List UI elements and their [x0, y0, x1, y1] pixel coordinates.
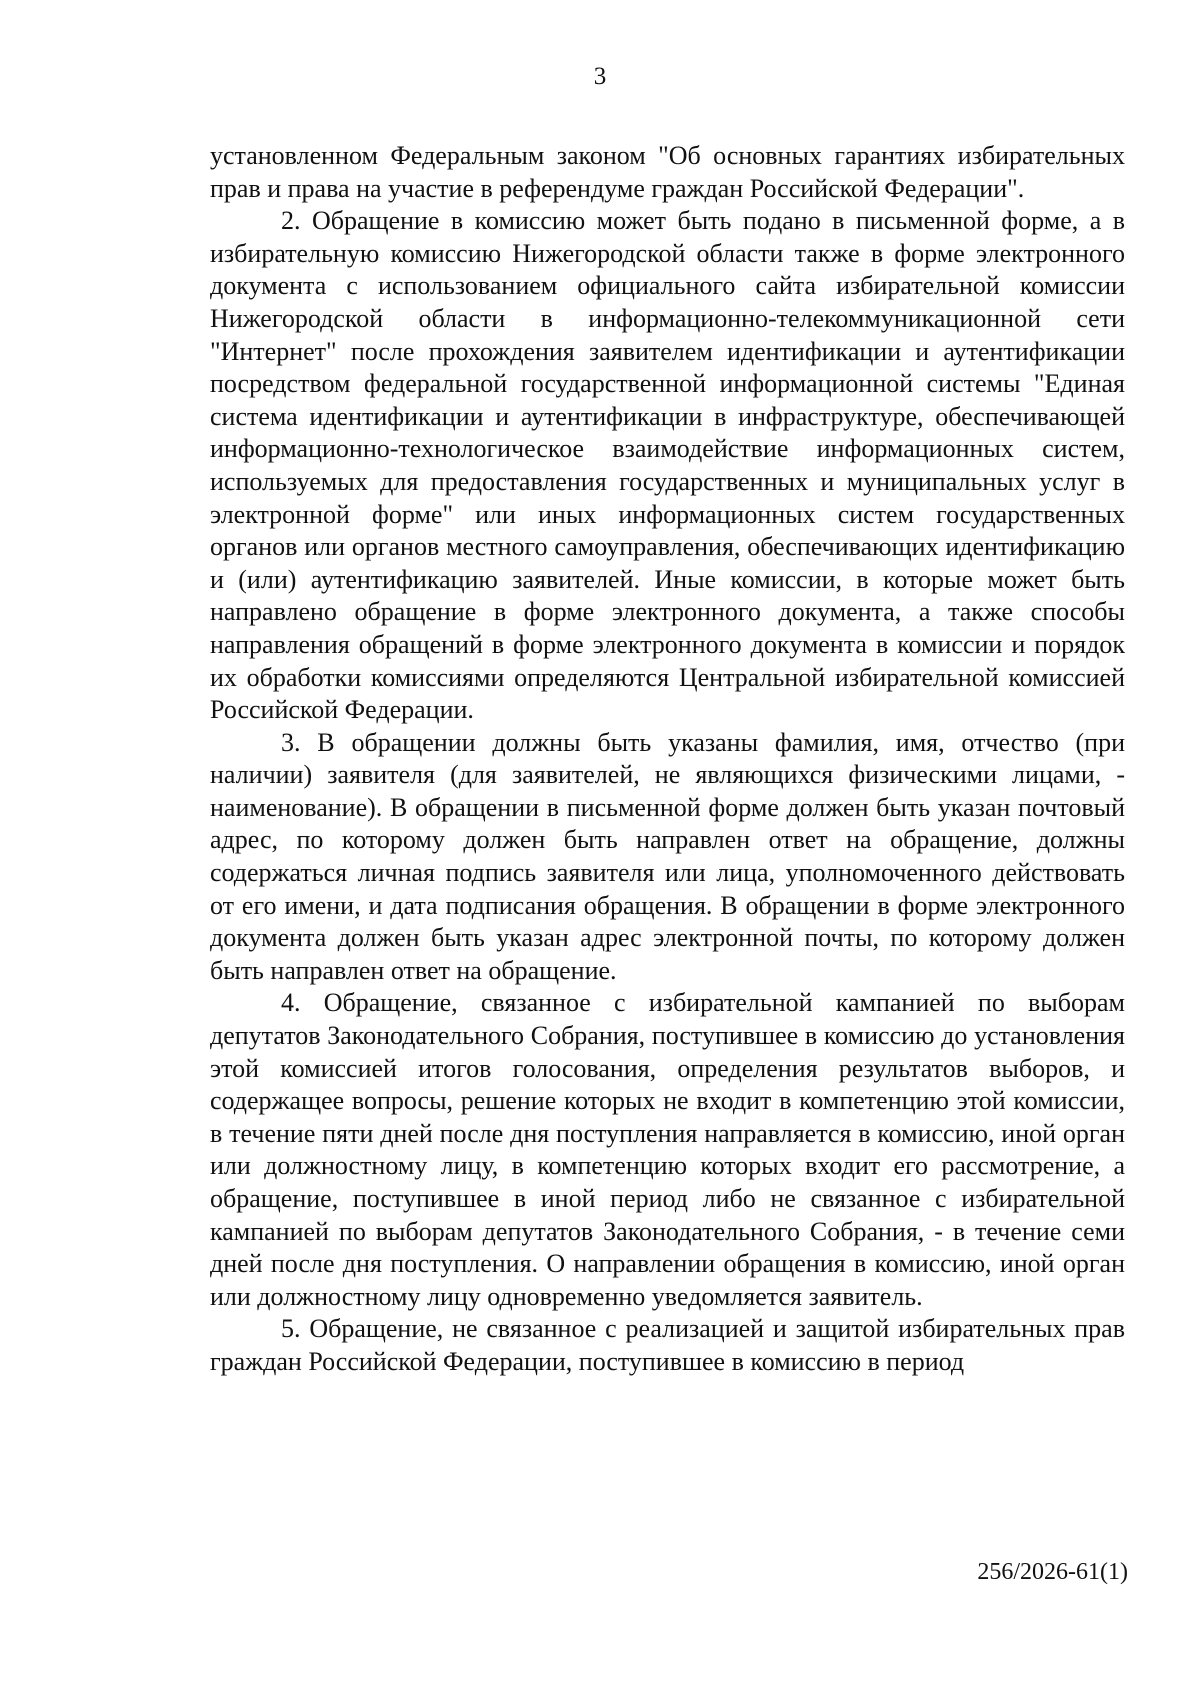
paragraph-item-3: 3. В обращении должны быть указаны фамилия, имя, отчество (при наличии) заявителя (для заявителей, не являющихся физическими лицами, - наименование). В обращении в письменной форме должен быть указан почтовый адрес, по которому должен быть направлен ответ на обращение, должны содержаться личная подпись заявителя или лица, уполномоченного действовать от его имени, и дата подписания обращения. В обращении в форме электронного документа должен быть указан адрес электронной почты, по которому должен быть направлен ответ на обращение.	[210, 727, 1125, 985]
page-number: 3	[593, 63, 607, 90]
document-code: 256/2026-61(1)	[977, 1559, 1128, 1585]
document-body	[210, 140, 1125, 1379]
paragraph-continuation: установленном Федеральным законом "Об основных гарантиях избирательных прав и права на участие в референдуме граждан Российской Федерации".	[210, 141, 1125, 203]
paragraph-item-5: 5. Обращение, не связанное с реализацией и защитой избирательных прав граждан Российской Федерации, поступившее в комиссию в период	[210, 1314, 1125, 1376]
paragraph-item-2: 2. Обращение в комиссию может быть подано в письменной форме, а в избирательную комиссию Нижегородской области также в форме электронного документа с использованием официального сайта избирательной комиссии Нижегородской области в информационно-телекоммуникационной сети "Интернет" после прохождения заявителем идентификации и аутентификации посредством федеральной государственной информационной системы "Единая система идентификации и аутентификации в инфраструктуре, обеспечивающей информационно-технологическое взаимодействие информационных систем, используемых для предоставления государственных и муниципальных услуг в электронной форме" или иных информационных систем государственных органов или органов местного самоуправления, обеспечивающих идентификацию и (или) аутентификацию заявителей. Иные комиссии, в которые может быть направлено обращение в форме электронного документа, а также способы направления обращений в форме электронного документа в комиссии и порядок их обработки комиссиями определяются Центральной избирательной комиссией Российской Федерации.	[210, 206, 1125, 725]
paragraph-item-4: 4. Обращение, связанное с избирательной кампанией по выборам депутатов Законодательного Собрания, поступившее в комиссию до установления этой комиссией итогов голосования, определения результатов выборов, и содержащее вопросы, решение которых не входит в компетенцию этой комиссии, в течение пяти дней после дня поступления направляется в комиссию, иной орган или должностному лицу, в компетенцию которых входит его рассмотрение, а обращение, поступившее в иной период либо не связанное с избирательной кампанией по выборам депутатов Законодательного Собрания, - в течение семи дней после дня поступления. О направлении обращения в комиссию, иной орган или должностному лицу одновременно уведомляется заявитель.	[210, 988, 1125, 1311]
